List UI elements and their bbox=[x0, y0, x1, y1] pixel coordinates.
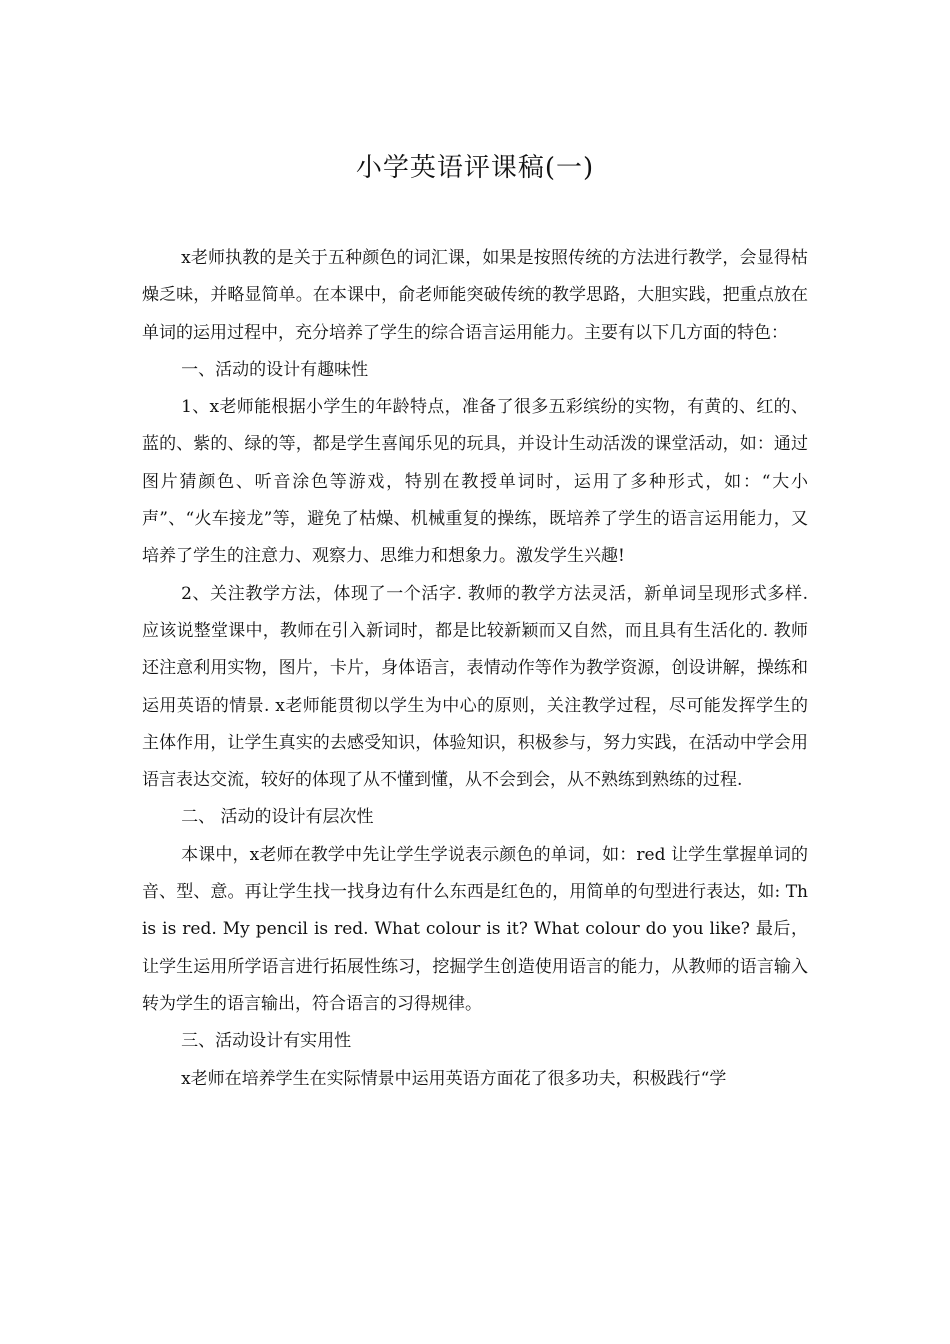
paragraph-point-1: 1、x老师能根据小学生的年龄特点，准备了很多五彩缤纷的实物，有黄的、红的、蓝的、紫的、绿的等，都是学生喜闻乐见的玩具，并设计生动活泼的课堂活动，如：通过图片猜颜色、听音涂色等游戏，特别在教授单词时，运用了多种形式，如：“大小声”、“火车接龙”等，避免了枯燥、机械重复的操练，既培养了学生的语言运用能力，又培养了学生的注意力、观察力、思维力和想象力。激发学生兴趣! bbox=[142, 397, 808, 567]
document-body bbox=[142, 240, 808, 1098]
paragraph-intro: x老师执教的是关于五种颜色的词汇课，如果是按照传统的方法进行教学，会显得枯燥乏味，并略显简单。在本课中，俞老师能突破传统的教学思路，大胆实践，把重点放在单词的运用过程中，充分培养了学生的综合语言运用能力。主要有以下几方面的特色： bbox=[142, 248, 808, 343]
paragraph-layering: 本课中，x老师在教学中先让学生学说表示颜色的单词，如：red 让学生掌握单词的音、型、意。再让学生找一找身边有什么东西是红色的，用简单的句型进行表达，如: This is red. My pencil is red. What colour is it? What colour do you like? 最后，让学生运用所学语言进行拓展性练习，挖掘学生创造使用语言的能力，从教师的语言输入转为学生的语言输出，符合语言的习得规律。 bbox=[142, 844, 808, 1014]
paragraph-point-2: 2、关注教学方法，体现了一个活字. 教师的教学方法灵活，新单词呈现形式多样. 应该说整堂课中，教师在引入新词时，都是比较新颖而又自然，而且具有生活化的. 教师还注意利用实物，图片，卡片，身体语言，表情动作等作为教学资源，创设讲解，操练和运用英语的情景. x老师能贯彻以学生为中心的原则，关注教学过程，尽可能发挥学生的主体作用，让学生真实的去感受知识，体验知识，积极参与，努力实践，在活动中学会用语言表达交流，较好的体现了从不懂到懂，从不会到会，从不熟练到熟练的过程. bbox=[142, 583, 808, 791]
section-heading-3: 三、活动设计有实用性 bbox=[181, 1031, 352, 1052]
paragraph-practicality: x老师在培养学生在实际情景中运用英语方面花了很多功夫，积极践行“学 bbox=[181, 1068, 727, 1089]
document-title: 小学英语评课稿(一) bbox=[355, 153, 595, 183]
section-heading-2: 二、 活动的设计有层次性 bbox=[181, 807, 374, 828]
section-heading-1: 一、活动的设计有趣味性 bbox=[181, 359, 369, 380]
